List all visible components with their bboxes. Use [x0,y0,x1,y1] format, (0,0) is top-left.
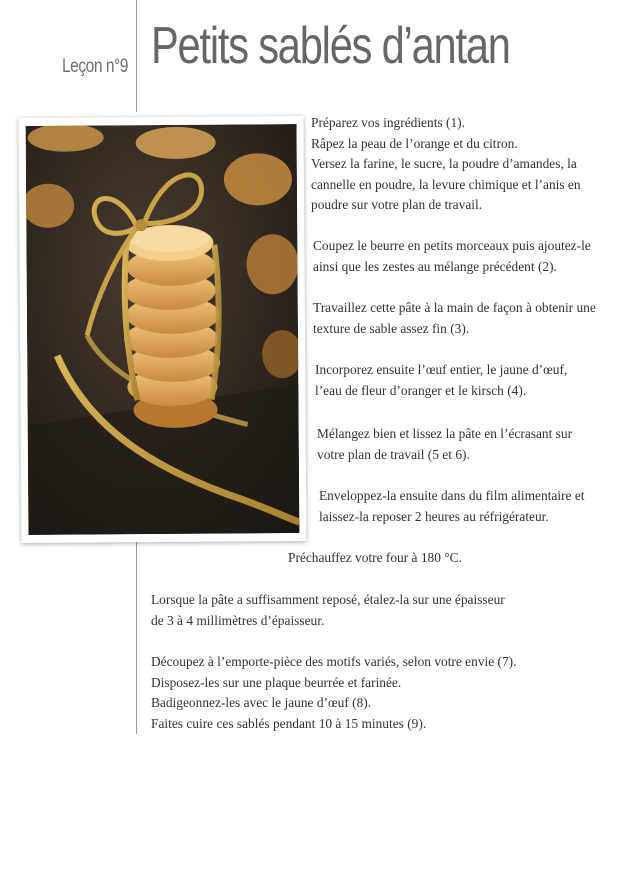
text-line: Préparez vos ingrédients (1). [311,115,465,130]
text-margin-line [136,540,137,734]
cookie-stack-illustration [26,124,300,535]
text-line: Versez la farine, le sucre, la poudre d’amandes, la [311,156,577,171]
text-line: Badigeonnez-les avec le jaune d’œuf (8). [151,695,372,710]
step-paragraph [151,590,505,631]
text-line: cannelle en poudre, la levure chimique et l’anis en [311,176,581,192]
text-line: Travaillez cette pâte à la main de façon à obtenir une [313,300,596,315]
step-paragraph [313,236,591,277]
text-line: Incorporez ensuite l’œuf entier, le jaune d’œuf, [315,362,568,377]
header-divider-line [136,0,137,112]
text-line: ainsi que les zestes au mélange précédent (2). [313,258,557,274]
text-line: Coupez le beurre en petits morceaux puis ajoutez-le [313,238,591,253]
text-line: Râpez la peau de l’orange et du citron. [311,135,518,151]
step-paragraph [317,424,572,465]
text-line: poudre sur votre plan de travail. [311,197,483,212]
step-paragraph [288,548,462,569]
page-title: Petits sablés d’antan [151,17,510,75]
text-line: l’eau de fleur d’oranger et le kirsch (4). [315,382,527,398]
lesson-number: Leçon n°9 [62,56,128,77]
text-line: texture de sable assez fin (3). [313,320,470,336]
recipe-photo [19,116,307,543]
text-line: Mélangez bien et lissez la pâte en l’écrasant sur [317,426,573,441]
text-line: votre plan de travail (5 et 6). [317,446,470,462]
text-line: Enveloppez-la ensuite dans du film alimentaire et [319,488,585,503]
text-line: Faites cuire ces sablés pendant 10 à 15 minutes (9). [151,715,427,731]
step-paragraph [313,298,596,339]
text-line: Lorsque la pâte a suffisamment reposé, étalez-la sur une épaisseur [151,592,505,607]
text-line: Découpez à l’emporte-pièce des motifs variés, selon votre envie (7). [151,654,517,669]
step-paragraph [151,652,517,734]
step-paragraph [311,113,581,216]
text-line: Préchauffez votre four à 180 °C. [288,550,462,565]
text-line: Disposez-les sur une plaque beurrée et farinée. [151,674,402,690]
text-line: laissez-la reposer 2 heures au réfrigérateur. [319,508,549,524]
step-paragraph [315,360,567,401]
text-line: de 3 à 4 millimètres d’épaisseur. [151,612,325,628]
step-paragraph [319,486,585,527]
